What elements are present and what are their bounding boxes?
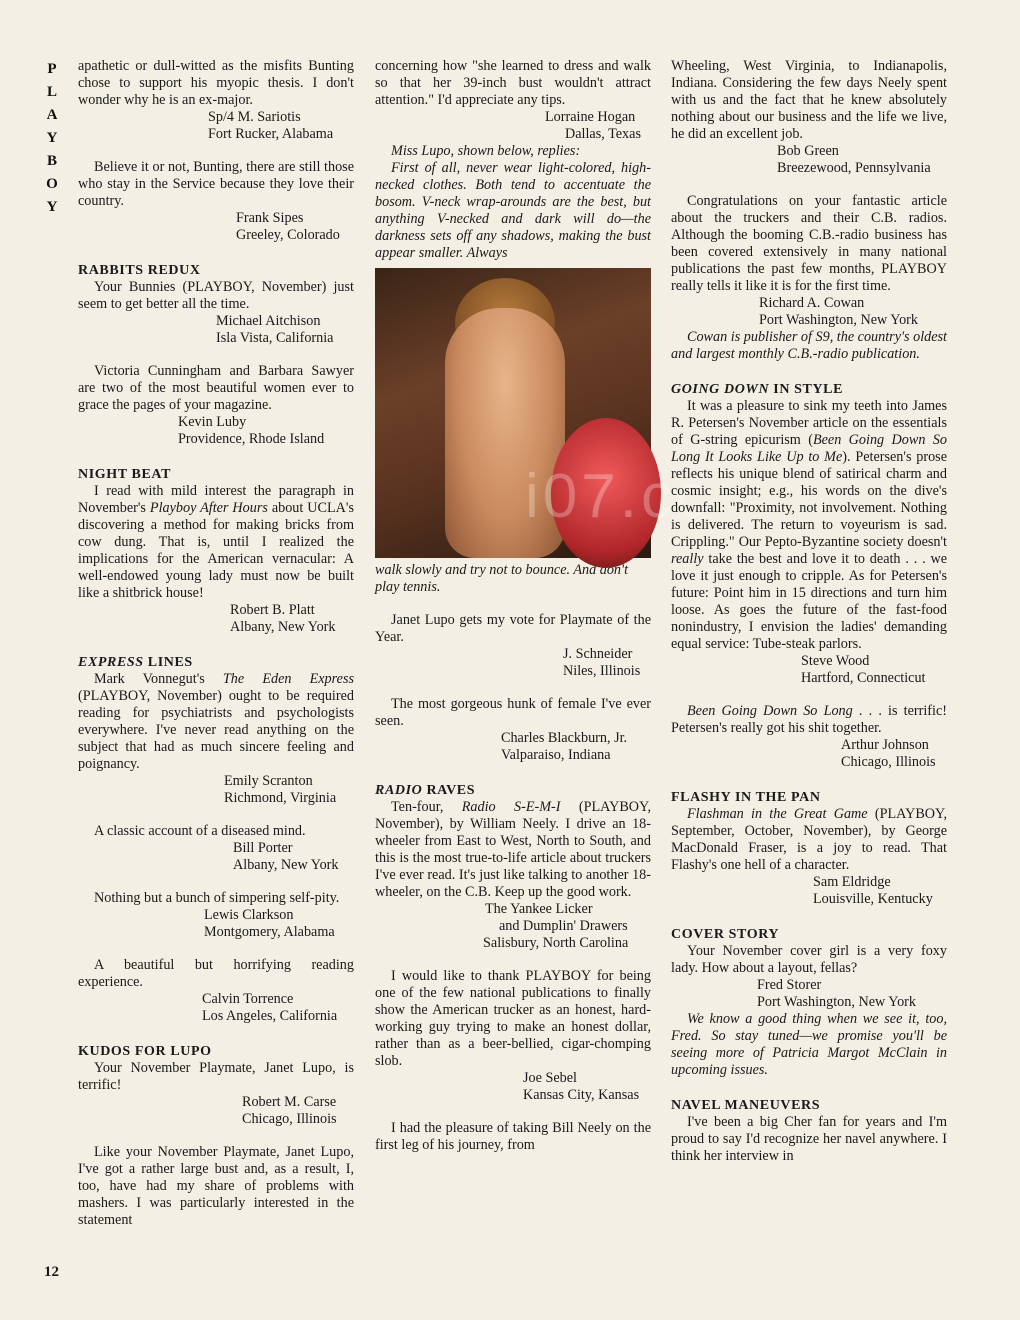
letter-paragraph: Wheeling, West Virginia, to Indianapolis, Indiana. Considering the few days Neely spent with us and the fact that he knew absolutely nothing about our business and the life we live, he did an excellent job. — [671, 58, 947, 142]
signature-name: Michael Aitchison — [216, 313, 321, 329]
signature-name: Fred Storer — [757, 977, 822, 993]
signature-place: Greeley, Colorado — [236, 227, 340, 243]
signature-name: Richard A. Cowan — [759, 295, 865, 311]
letter-paragraph: A classic account of a diseased mind. — [94, 823, 306, 839]
signature-place: Albany, New York — [233, 857, 339, 873]
letter-paragraph: Your November Playmate, Janet Lupo, is terrific! — [78, 1060, 354, 1093]
signature-place: Richmond, Virginia — [224, 790, 337, 806]
letter-paragraph: Believe it or not, Bunting, there are still those who stay in the Service because they love their country. — [78, 159, 354, 209]
letter-paragraph: Like your November Playmate, Janet Lupo, I've got a rather large bust and, as a result, I, too, have had my share of problems with mashers. I was particularly interested in the statement — [78, 1144, 354, 1228]
section-heading: NAVEL MANEUVERS — [671, 1098, 821, 1113]
letter-paragraph: Ten-four, Radio S-E-M-I (PLAYBOY, November), by William Neely. I drive an 18-wheeler from East to West, North to South, and this is the most true-to-life article about truckers I've ever read. It's just like talking to another 18-wheeler, on the C.B. Keep up the good work. — [375, 799, 651, 900]
column-1 — [78, 58, 354, 1229]
letter-paragraph: Your Bunnies (PLAYBOY, November) just seem to get better all the time. — [78, 279, 354, 312]
letter-paragraph: A beautiful but horrifying reading experience. — [78, 957, 354, 990]
signature-place: Fort Rucker, Alabama — [208, 126, 334, 142]
editor-reply: We know a good thing when we see it, too, Fred. So stay tuned—we promise you'll be seeing more of Patricia Margot McClain in upcoming issues. — [671, 1011, 947, 1078]
signature-place: Los Angeles, California — [202, 1008, 338, 1024]
signature-name: Joe Sebel — [523, 1070, 577, 1086]
signature-name: Bill Porter — [233, 840, 293, 856]
letter-paragraph: I would like to thank PLAYBOY for being one of the few national publications to finally show the American trucker as an honest, hard-working guy trying to make an honest dollar, rather than as a beer-bellied, cigar-chomping slob. — [375, 968, 651, 1069]
editor-reply: First of all, never wear light-colored, high-necked clothes. Both tend to accentuate the bosom. V-neck wrap-arounds are the best, but anything V-necked and dark will do—the darkness sets off any shadows, making the bust appear smaller. Always — [375, 160, 651, 261]
letter-paragraph: Flashman in the Great Game (PLAYBOY, September, October, November), by George MacDonald Fraser, is a joy to read. That Flashy's one hell of a character. — [671, 806, 948, 873]
signature-name: Charles Blackburn, Jr. — [501, 730, 628, 746]
letter-paragraph: concerning how "she learned to dress and walk so that her 39-inch bust wouldn't attract attention." I'd appreciate any tips. — [375, 58, 651, 108]
signature-place: Montgomery, Alabama — [204, 924, 335, 940]
letter-paragraph: Nothing but a bunch of simpering self-pity. — [94, 890, 340, 906]
letter-paragraph: It was a pleasure to sink my teeth into James R. Petersen's November article on the essentials of G-string epicurism (Been Going Down So Long It Looks Like Up to Me). Petersen's prose reflects his unique blend of satirical charm and cosmic insight; e.g., his words on the dive's downfall: "Proximity, not involvement. Nothing is delivered. The return to voyeurism is sad. Crippling." Our Pepto-Byzantine society doesn't really take the best and love it to death . . . we love it just enough to cripple. As for Petersen's future: Point him in 15 directions and turn him loose. As goes the future of the fast-food nonindustry, I envision the ladies' demanding equal service: Tube-steak parlors. — [671, 398, 947, 652]
playmate-photo — [375, 268, 711, 558]
signature-name: Steve Wood — [801, 653, 870, 669]
section-heading: RABBITS REDUX — [78, 263, 201, 278]
letter-paragraph: The most gorgeous hunk of female I've ever seen. — [375, 696, 651, 729]
signature-place: Louisville, Kentucky — [813, 891, 933, 907]
signature-name: Sam Eldridge — [813, 874, 891, 890]
section-heading: EXPRESS LINES — [78, 655, 193, 670]
letter-paragraph: Janet Lupo gets my vote for Playmate of the Year. — [375, 612, 651, 645]
signature-place: Salisbury, North Carolina — [483, 935, 629, 951]
letter-paragraph: Victoria Cunningham and Barbara Sawyer are two of the most beautiful women ever to grace the pages of your magazine. — [78, 363, 354, 413]
signature-name: and Dumplin' Drawers — [499, 918, 628, 934]
editor-reply: Cowan is publisher of S9, the country's oldest and largest monthly C.B.-radio publication. — [671, 329, 947, 362]
column-2 — [375, 58, 711, 1154]
signature-name: Lorraine Hogan — [545, 109, 636, 125]
masthead: P L A Y B O Y — [46, 61, 58, 215]
signature-place: Port Washington, New York — [757, 994, 917, 1010]
letter-paragraph: I had the pleasure of taking Bill Neely on the first leg of his journey, from — [375, 1120, 651, 1153]
signature-place: Albany, New York — [230, 619, 336, 635]
signature-name: The Yankee Licker — [485, 901, 593, 917]
signature-place: Breezewood, Pennsylvania — [777, 160, 931, 176]
section-heading: FLASHY IN THE PAN — [671, 790, 821, 805]
signature-name: Frank Sipes — [236, 210, 304, 226]
section-heading: GOING DOWN IN STYLE — [671, 382, 844, 397]
signature-place: Port Washington, New York — [759, 312, 919, 328]
section-heading: KUDOS FOR LUPO — [78, 1044, 212, 1059]
signature-name: Lewis Clarkson — [204, 907, 294, 923]
signature-place: Dallas, Texas — [565, 126, 641, 142]
signature-place: Providence, Rhode Island — [178, 431, 325, 447]
signature-place: Chicago, Illinois — [242, 1111, 337, 1127]
signature-name: J. Schneider — [563, 646, 633, 662]
signature-place: Niles, Illinois — [563, 663, 641, 679]
signature-place: Valparaiso, Indiana — [501, 747, 611, 763]
section-heading: NIGHT BEAT — [78, 467, 172, 482]
signature-name: Calvin Torrence — [202, 991, 294, 1007]
signature-name: Kevin Luby — [178, 414, 247, 430]
signature-place: Kansas City, Kansas — [523, 1087, 640, 1103]
signature-name: Arthur Johnson — [841, 737, 929, 753]
letter-paragraph: apathetic or dull-witted as the misfits Bunting chose to support his myopic thesis. I don't wonder why he is an ex-major. — [78, 58, 354, 108]
signature-place: Hartford, Connecticut — [801, 670, 926, 686]
letter-paragraph: Your November cover girl is a very foxy lady. How about a layout, fellas? — [671, 943, 947, 976]
signature-name: Bob Green — [777, 143, 839, 159]
column-3 — [671, 58, 947, 1165]
editor-reply-intro: Miss Lupo, shown below, replies: — [391, 143, 581, 159]
signature-name: Robert M. Carse — [242, 1094, 337, 1110]
photo-caption: walk slowly and try not to bounce. And don't play tennis. — [375, 562, 629, 595]
section-heading: COVER STORY — [671, 927, 780, 942]
signature-name: Robert B. Platt — [230, 602, 315, 618]
letter-paragraph: I've been a big Cher fan for years and I'm proud to say I'd recognize her navel anywhere. I think her interview in — [671, 1114, 947, 1164]
photo-watermark: i07.cc — [525, 462, 711, 531]
signature-name: Sp/4 M. Sariotis — [208, 109, 301, 125]
letter-paragraph: Mark Vonnegut's The Eden Express (PLAYBOY, November) ought to be required reading for psychiatrists and psychologists everywhere. I've never read anything on the subject that had as much sincere feeling and poignancy. — [78, 671, 354, 772]
page-number: 12 — [44, 1264, 59, 1280]
letter-paragraph: Congratulations on your fantastic article about the truckers and their C.B. radios. Although the booming C.B.-radio business has been covered extensively in many national publications the past few months, PLAYBOY really tells it like it is for the first time. — [671, 193, 947, 294]
signature-place: Chicago, Illinois — [841, 754, 936, 770]
section-heading: RADIO RAVES — [375, 783, 476, 798]
signature-name: Emily Scranton — [224, 773, 313, 789]
signature-place: Isla Vista, California — [216, 330, 334, 346]
letter-paragraph: Been Going Down So Long . . . is terrific! Petersen's really got his shit together. — [671, 703, 947, 736]
letter-paragraph: I read with mild interest the paragraph in November's Playboy After Hours about UCLA's discovering a method for making bricks from cow dung. That is, until I realized the implications for the American vernacular: A well-endowed young lady must now be built like a shitbrick house! — [78, 483, 354, 601]
